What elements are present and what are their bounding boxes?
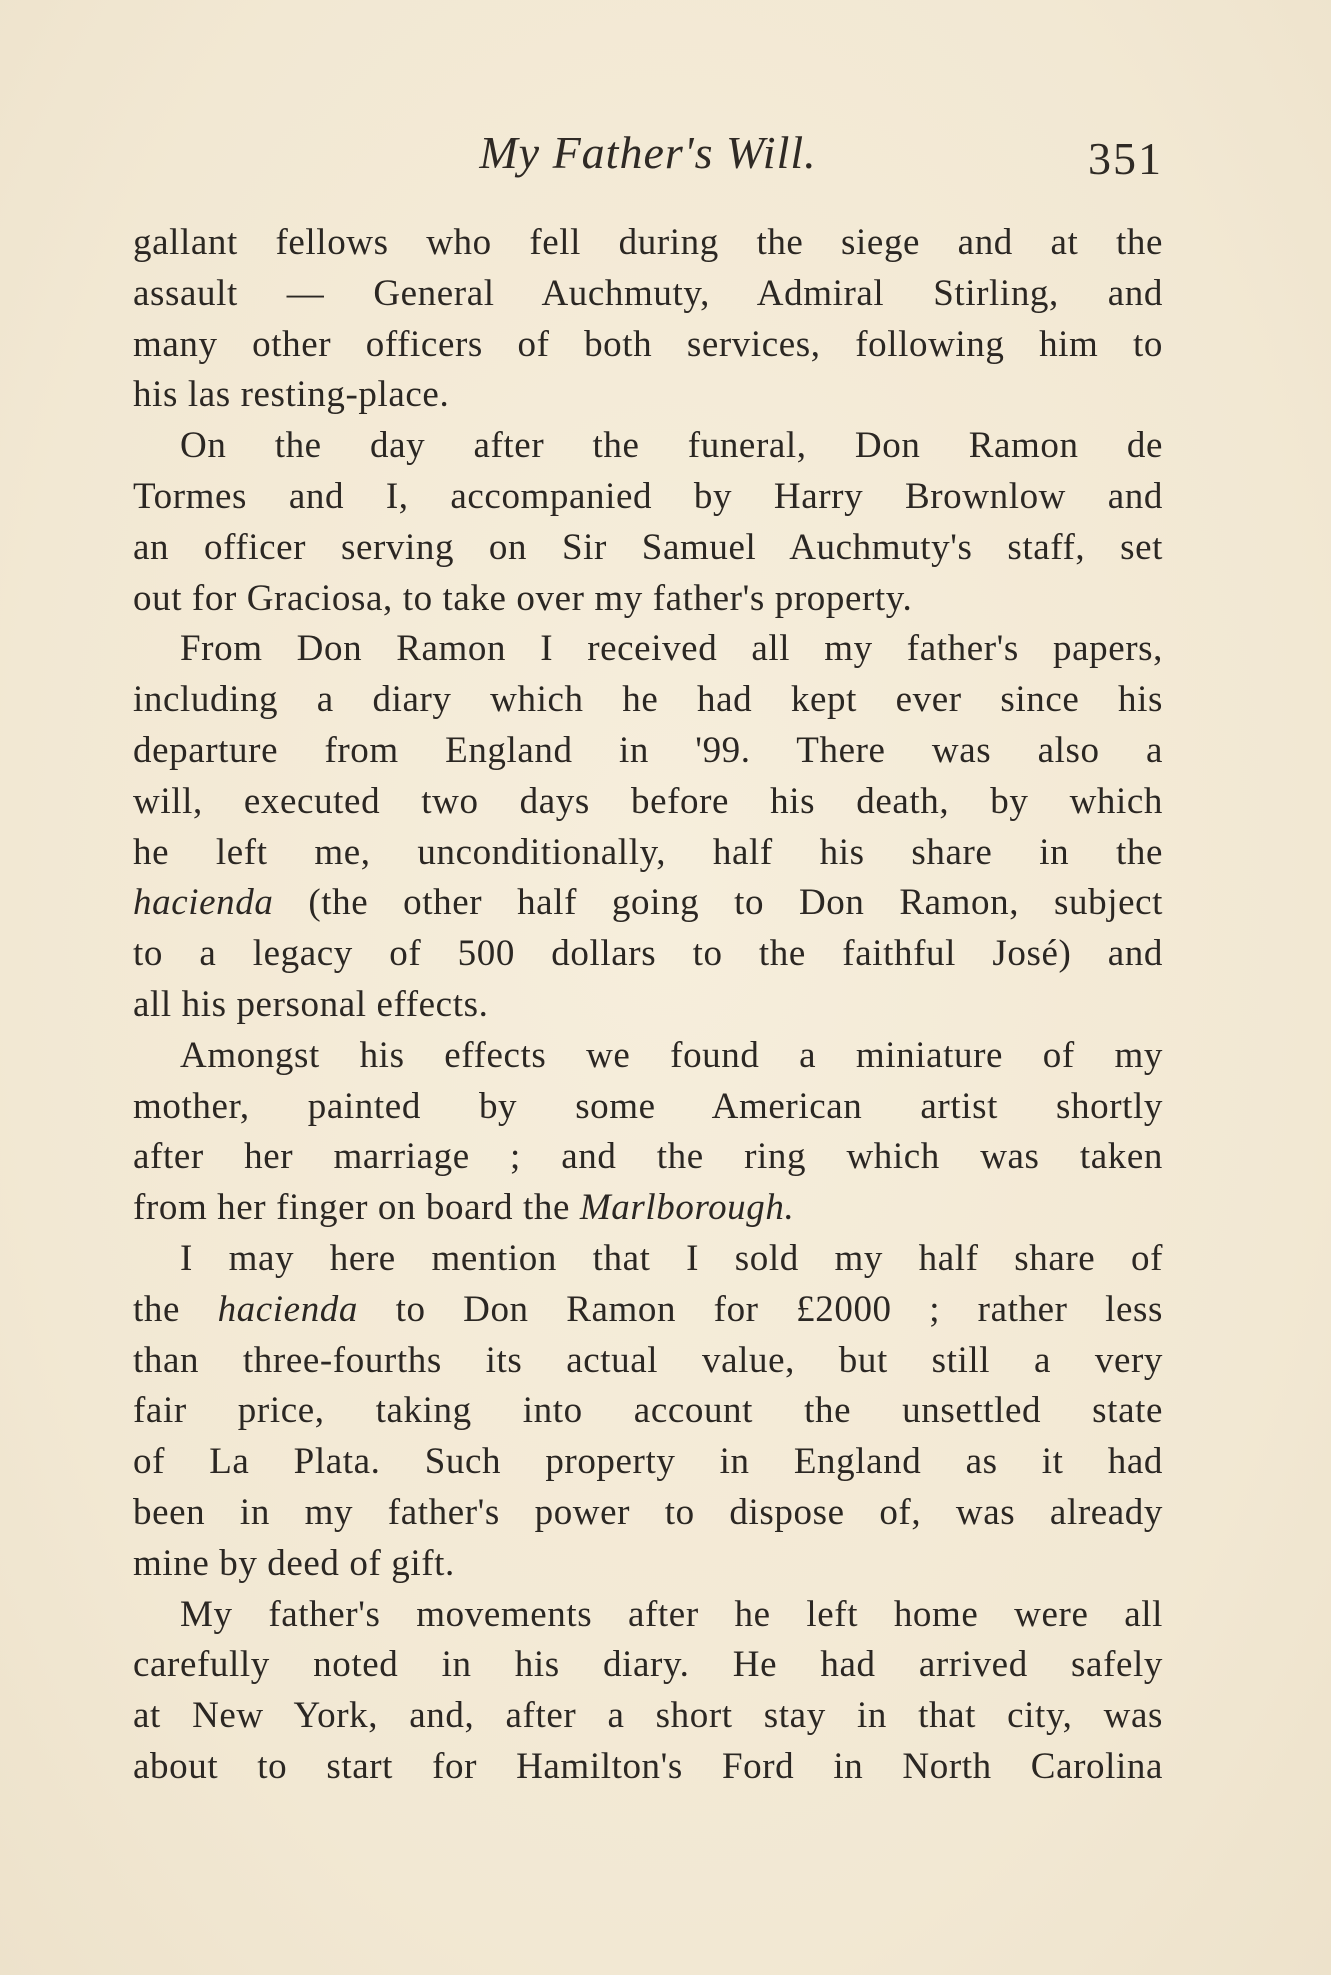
italic-text: Marlborough. (579, 1187, 795, 1229)
text-line (133, 1437, 1163, 1488)
text-line (133, 929, 1163, 980)
text-line (133, 472, 1163, 523)
text-segment: he left me, unconditionally, half his share in the (133, 831, 1163, 873)
text-line (133, 675, 1163, 726)
text-segment: assault — General Auchmuty, Admiral Stirling, and (133, 272, 1163, 314)
text-line (133, 320, 1163, 371)
text-segment: after her marriage ; and the ring which was taken (133, 1136, 1163, 1178)
text-segment: gallant fellows who fell during the siege and at the (133, 222, 1163, 263)
text-line (133, 980, 1163, 1031)
text-segment: at New York, and, after a short stay in that city, was (133, 1695, 1163, 1737)
text-line (133, 1488, 1163, 1539)
text-line (133, 1082, 1163, 1133)
text-segment: about to start for Hamilton's Ford in North Carolina (133, 1745, 1163, 1787)
text-segment: from her finger on board the (133, 1187, 580, 1229)
text-segment: been in my father's power to dispose of, was already (133, 1491, 1163, 1533)
text-segment: an officer serving on Sir Samuel Auchmuty's staff, set (133, 526, 1163, 568)
text-line (133, 370, 1163, 421)
text-segment: mother, painted by some American artist shortly (133, 1085, 1163, 1127)
text-line (133, 1132, 1163, 1183)
text-segment: Amongst his effects we found a miniature of my (180, 1034, 1163, 1076)
text-segment: From Don Ramon I received all my father's papers, (180, 628, 1163, 670)
text-line (133, 218, 1163, 269)
text-segment: I may here mention that I sold my half share of (180, 1237, 1163, 1279)
text-line (133, 624, 1163, 675)
text-segment: to a legacy of 500 dollars to the faithful José) and (133, 933, 1163, 975)
text-line (133, 777, 1163, 828)
text-segment: fair price, taking into account the unsettled state (133, 1390, 1163, 1432)
text-line (133, 1183, 1163, 1234)
running-head (133, 118, 1163, 188)
text-line (133, 523, 1163, 574)
text-segment: Tormes and I, accompanied by Harry Brownlow and (133, 475, 1163, 517)
text-line (133, 1742, 1163, 1793)
text-line (133, 1590, 1163, 1641)
text-line (133, 1285, 1163, 1336)
text-line (133, 726, 1163, 777)
text-segment: carefully noted in his diary. He had arrived safely (133, 1644, 1163, 1686)
text-line (133, 421, 1163, 472)
text-segment: many other officers of both services, following him to (133, 323, 1163, 365)
text-line (133, 878, 1163, 929)
text-segment: (the other half going to Don Ramon, subject (273, 882, 1163, 924)
text-line (133, 1336, 1163, 1387)
running-title: My Father's Will. (479, 127, 817, 178)
text-line (133, 1640, 1163, 1691)
text-line (133, 1539, 1163, 1590)
text-segment: departure from England in '99. There was also a (133, 729, 1163, 771)
text-segment: of La Plata. Such property in England as it had (133, 1441, 1163, 1483)
text-segment: My father's movements after he left home were all (180, 1593, 1163, 1635)
text-segment: out for Graciosa, to take over my father's property. (133, 577, 913, 619)
text-line (133, 269, 1163, 320)
text-line (133, 1691, 1163, 1742)
text-line (133, 828, 1163, 879)
text-segment: than three-fourths its actual value, but still a very (133, 1339, 1163, 1381)
text-segment: mine by deed of gift. (133, 1542, 455, 1584)
text-line (133, 1031, 1163, 1082)
text-segment: his las resting-place. (133, 374, 450, 416)
text-segment: including a diary which he had kept ever since his (133, 679, 1163, 721)
italic-text: hacienda (133, 882, 274, 924)
text-segment: to Don Ramon for £2000 ; rather less (358, 1288, 1163, 1330)
text-segment: the (133, 1288, 218, 1330)
text-segment: On the day after the funeral, Don Ramon de (180, 425, 1163, 467)
text-segment: all his personal effects. (133, 983, 489, 1025)
italic-text: hacienda (217, 1288, 359, 1330)
text-line (133, 1234, 1163, 1285)
body-text (133, 218, 1163, 1793)
text-segment: will, executed two days before his death, by which (133, 780, 1163, 822)
page-number: 351 (1088, 133, 1163, 184)
text-line (133, 1386, 1163, 1437)
text-line (133, 574, 1163, 625)
